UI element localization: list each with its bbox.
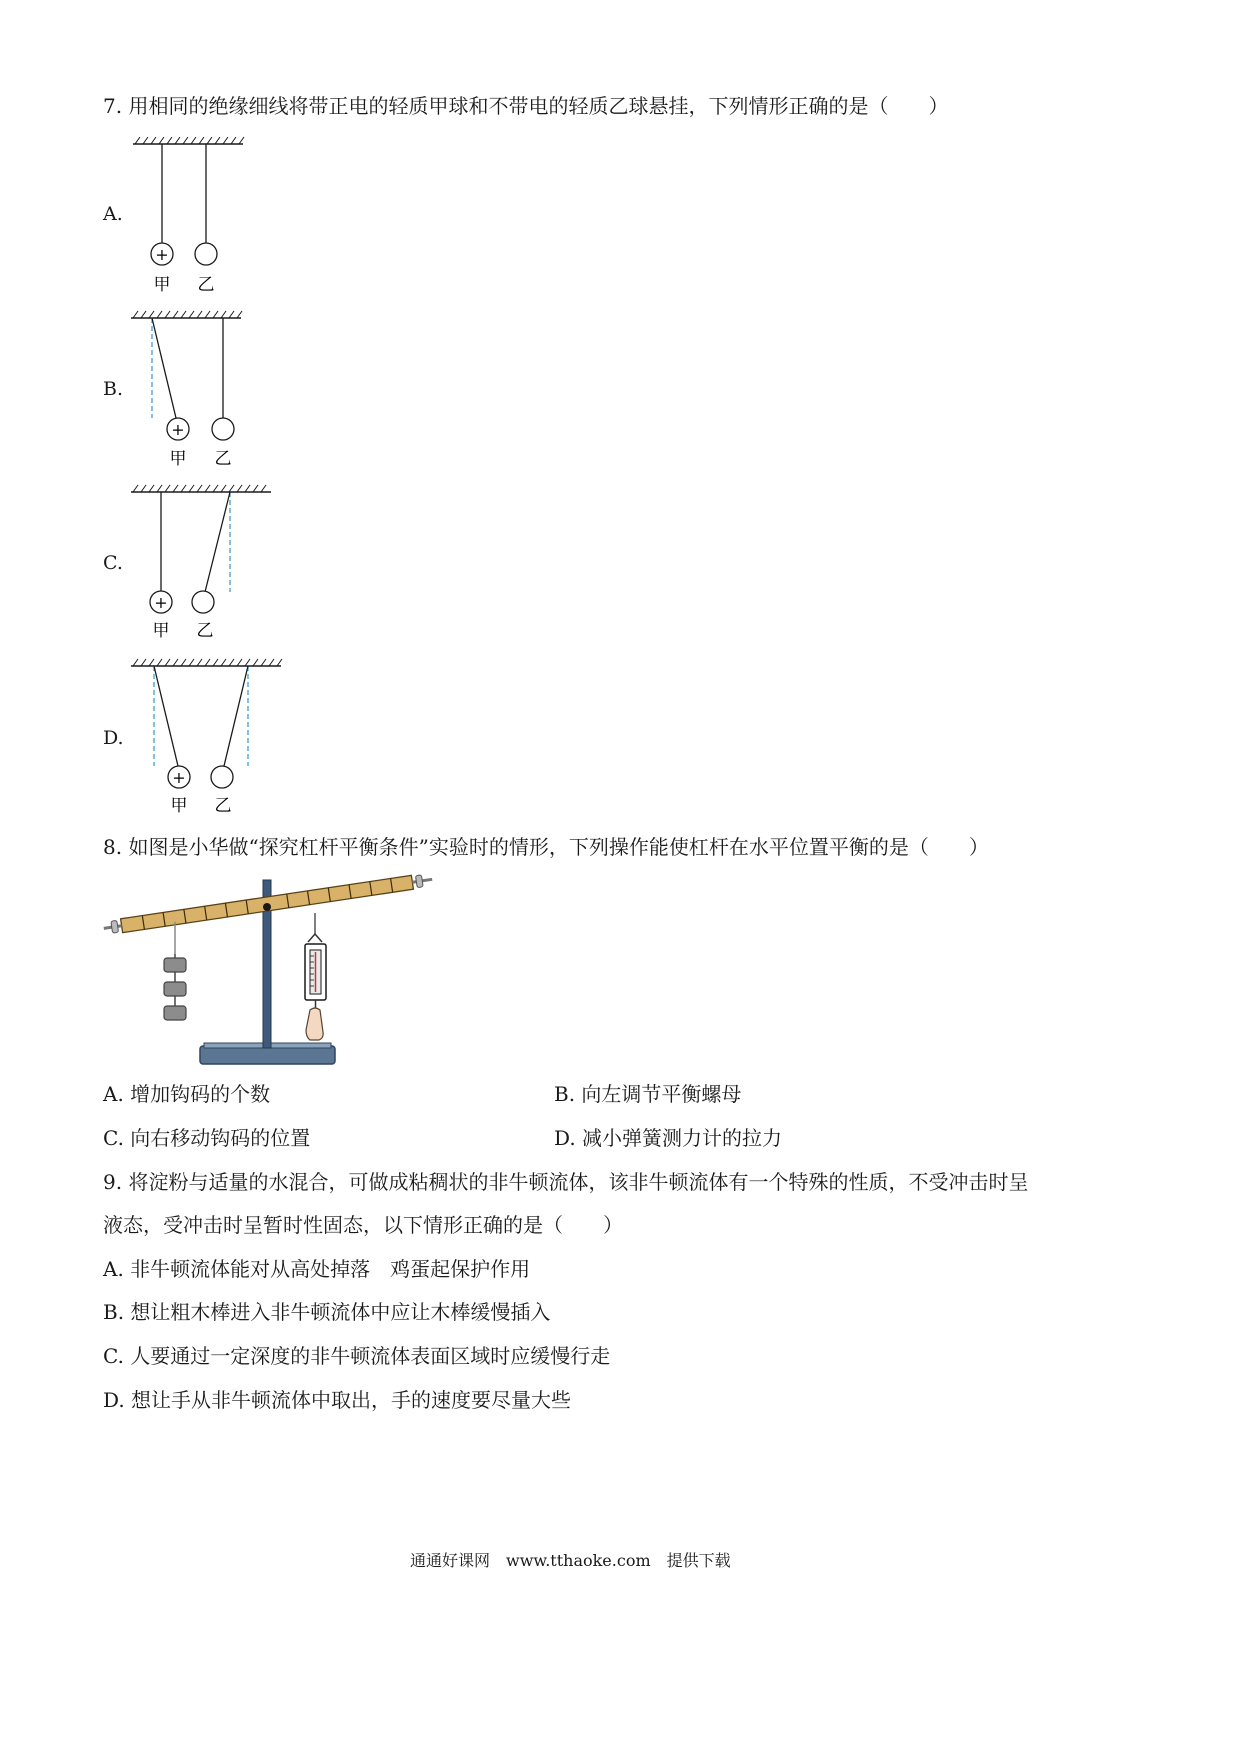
charge-plus: +: [171, 420, 185, 439]
q9-stem-line-2: 液态，受冲击时呈暂时性固态，以下情形正确的是（ ）: [103, 1213, 623, 1237]
ball-yi: [192, 591, 214, 613]
q9-option-c: C. 人要通过一定深度的非牛顿流体表面区域时应缓慢行走: [103, 1344, 611, 1368]
ball-yi: [195, 243, 217, 265]
q7-option-c-label: C.: [103, 552, 123, 574]
ball-yi: [212, 418, 234, 440]
q8-option-b: B. 向左调节平衡螺母: [554, 1082, 742, 1106]
q7-option-a-label: A.: [103, 203, 123, 225]
q8-lever-figure: [100, 870, 445, 1075]
label-jia: 甲: [153, 275, 171, 295]
stand-base: [200, 1046, 335, 1064]
hand: [306, 1008, 323, 1040]
q7-option-d-label: D.: [103, 727, 124, 749]
q9-stem-line-1: 9. 将淀粉与适量的水混合，可做成粘稠状的非牛顿流体，该非牛顿流体有一个特殊的性质，不受冲击时呈: [103, 1170, 1029, 1194]
q8-option-d: D. 减小弹簧测力计的拉力: [554, 1126, 783, 1150]
spring-scale: [305, 944, 326, 1000]
label-yi: 乙: [214, 796, 232, 816]
charge-plus: +: [155, 245, 169, 264]
q7-stem: 7. 用相同的绝缘细线将带正电的轻质甲球和不带电的轻质乙球悬挂，下列情形正确的是（ ）: [103, 94, 949, 118]
q8-option-c: C. 向右移动钩码的位置: [103, 1126, 311, 1150]
charge-plus: +: [172, 768, 186, 787]
q7-option-c-figure: [125, 480, 285, 650]
q7-option-b-figure: [125, 306, 255, 476]
label-jia: 甲: [170, 796, 188, 816]
hook-weights: [164, 958, 186, 1020]
q9-option-d: D. 想让手从非牛顿流体中取出，手的速度要尽量大些: [103, 1388, 572, 1412]
q7-option-b-label: B.: [103, 378, 124, 400]
pivot: [263, 903, 271, 911]
q9-option-a: A. 非牛顿流体能对从高处掉落 鸡蛋起保护作用: [103, 1257, 531, 1281]
label-yi: 乙: [196, 621, 214, 641]
q7-option-d-figure: [125, 654, 295, 824]
footer-source: 通通好课网 www.tthaoke.com 提供下载: [410, 1551, 731, 1570]
charge-plus: +: [154, 593, 168, 612]
q9-option-b: B. 想让粗木棒进入非牛顿流体中应让木棒缓慢插入: [103, 1300, 551, 1324]
label-jia: 甲: [152, 621, 170, 641]
ball-yi: [211, 766, 233, 788]
q8-stem: 8. 如图是小华做“探究杠杆平衡条件”实验时的情形，下列操作能使杠杆在水平位置平衡的是（ ）: [103, 835, 989, 859]
q7-option-a-figure: [125, 132, 255, 302]
label-yi: 乙: [214, 449, 232, 469]
label-jia: 甲: [169, 449, 187, 469]
label-yi: 乙: [197, 275, 215, 295]
q8-option-a: A. 增加钩码的个数: [103, 1082, 271, 1106]
